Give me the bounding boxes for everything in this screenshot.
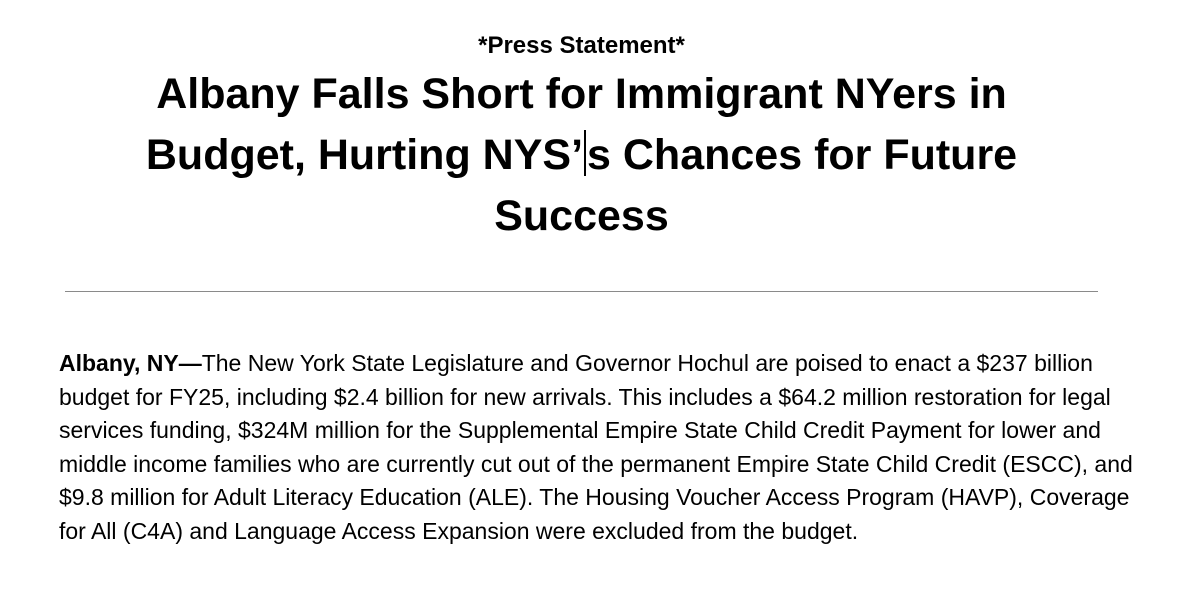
body-paragraph[interactable] [59,347,1159,549]
headline[interactable] [110,64,1053,247]
body-text: The New York State Legislature and Governor Hochul are poised to enact a $237 billion budget for FY25, including $2.4 billion for new arrivals. This includes a $64.2 million restoration for legal services funding, $324M million for the Supplemental Empire State Child Credit Payment for lower and middle income families who are currently cut out of the permanent Empire State Child Credit (ESCC), and $9.8 million for Adult Literacy Education (ALE). The Housing Voucher Access Program (HAVP), Coverage for All (C4A) and Language Access Expansion were excluded from the budget. [59,350,1133,544]
press-statement-label: *Press Statement* [478,32,685,59]
headline-text-after-cursor: s Chances for Future Success [494,131,1018,240]
text-cursor [584,130,586,176]
headline-text-before-cursor: Albany Falls Short for Immigrant NYers in Budget, Hurting NYS’ [145,70,1007,179]
dateline: Albany, NY— [59,350,202,376]
horizontal-divider [65,291,1098,292]
